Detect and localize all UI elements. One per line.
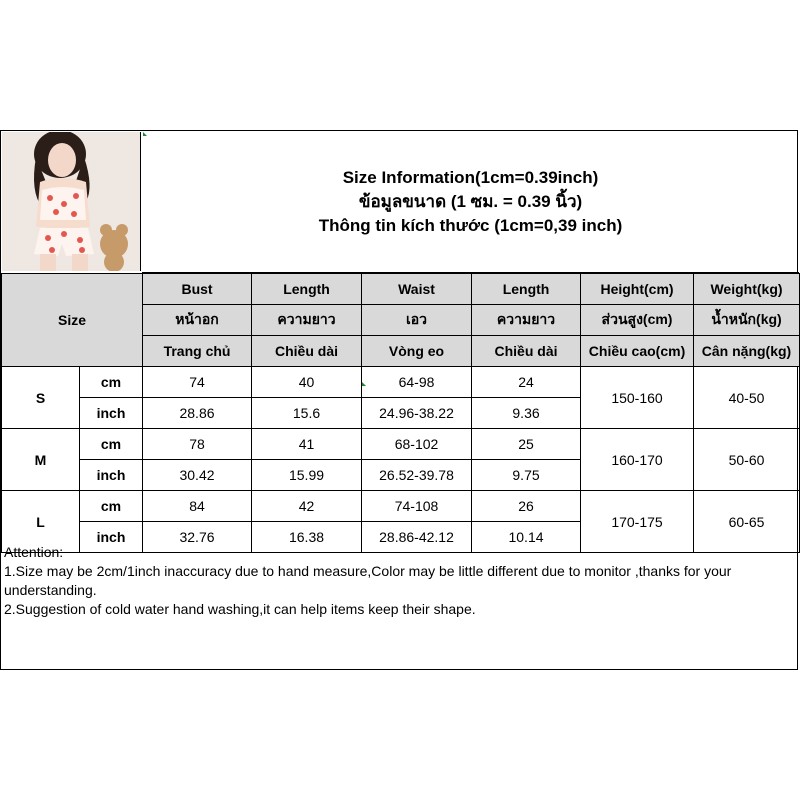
bust-inch: 30.42 [143,460,252,491]
size-label-s: S [2,367,80,429]
size-table [1,273,800,553]
table-row [2,429,800,460]
bust-inch: 28.86 [143,398,252,429]
unit-cm: cm [80,367,143,398]
weight-range: 60-65 [694,491,800,553]
col-header-weight-vi: Cân nặng(kg) [694,336,800,367]
col-header-waist-th: เอว [362,305,472,336]
length-2-inch: 9.75 [472,460,581,491]
col-header-height-vi: Chiều cao(cm) [581,336,694,367]
col-header-length: Length [252,274,362,305]
col-header-length-2-th: ความยาว [472,305,581,336]
col-header-length-2: Length [472,274,581,305]
length-inch: 15.6 [252,398,362,429]
col-header-height-th: ส่วนสูง(cm) [581,305,694,336]
waist-cm: 68-102 [362,429,472,460]
length-cm: 41 [252,429,362,460]
size-column-header: Size [2,274,143,367]
waist-cm: 64-98 [362,367,472,398]
attention-title: Attention: [4,544,64,560]
header-title-th: ข้อมูลขนาด (1 ซม. = 0.39 นิ้ว) [358,191,583,211]
bust-cm: 78 [143,429,252,460]
unit-inch: inch [80,460,143,491]
bust-cm: 74 [143,367,252,398]
length-2-cm: 24 [472,367,581,398]
col-header-height: Height(cm) [581,274,694,305]
col-header-weight-th: น้ำหนัก(kg) [694,305,800,336]
col-header-length-2-vi: Chiều dài [472,336,581,367]
length-cm: 40 [252,367,362,398]
col-header-bust: Bust [143,274,252,305]
length-2-inch: 10.14 [472,522,581,553]
table-row [2,491,800,522]
table-row [2,367,800,398]
header-title-en: Size Information(1cm=0.39inch) [342,167,599,187]
length-cm: 42 [252,491,362,522]
size-info-header [142,131,799,273]
waist-cm: 74-108 [362,491,472,522]
bust-inch: 32.76 [143,522,252,553]
attention-note-2: 2.Suggestion of cold water hand washing,it can help items keep their shape. [4,601,476,617]
waist-inch: 24.96-38.22 [362,398,472,429]
attention-note-1: 1.Size may be 2cm/1inch inaccuracy due to hand measure,Color may be little different due to monitor ,thanks for your understanding. [4,563,732,598]
product-photo [2,132,141,271]
waist-inch: 28.86-42.12 [362,522,472,553]
col-header-weight: Weight(kg) [694,274,800,305]
length-inch: 16.38 [252,522,362,553]
attention-notes [4,543,794,619]
length-inch: 15.99 [252,460,362,491]
cell-marker-icon [362,382,366,386]
length-2-cm: 26 [472,491,581,522]
col-header-waist-vi: Vòng eo [362,336,472,367]
unit-inch: inch [80,398,143,429]
length-2-cm: 25 [472,429,581,460]
col-header-waist: Waist [362,274,472,305]
col-header-bust-vi: Trang chủ [143,336,252,367]
model-image [2,132,141,271]
weight-range: 40-50 [694,367,800,429]
size-label-m: M [2,429,80,491]
cell-marker-icon [143,132,147,136]
waist-inch: 26.52-39.78 [362,460,472,491]
height-range: 150-160 [581,367,694,429]
header-row-en [2,274,800,305]
size-label-l: L [2,491,80,553]
unit-cm: cm [80,491,143,522]
unit-cm: cm [80,429,143,460]
col-header-length-th: ความยาว [252,305,362,336]
bust-cm: 84 [143,491,252,522]
height-range: 160-170 [581,429,694,491]
col-header-length-vi: Chiều dài [252,336,362,367]
weight-range: 50-60 [694,429,800,491]
length-2-inch: 9.36 [472,398,581,429]
header-title-vi: Thông tin kích thước (1cm=0,39 inch) [318,215,623,235]
size-chart [0,130,798,670]
height-range: 170-175 [581,491,694,553]
col-header-bust-th: หน้าอก [143,305,252,336]
unit-inch: inch [80,522,143,553]
